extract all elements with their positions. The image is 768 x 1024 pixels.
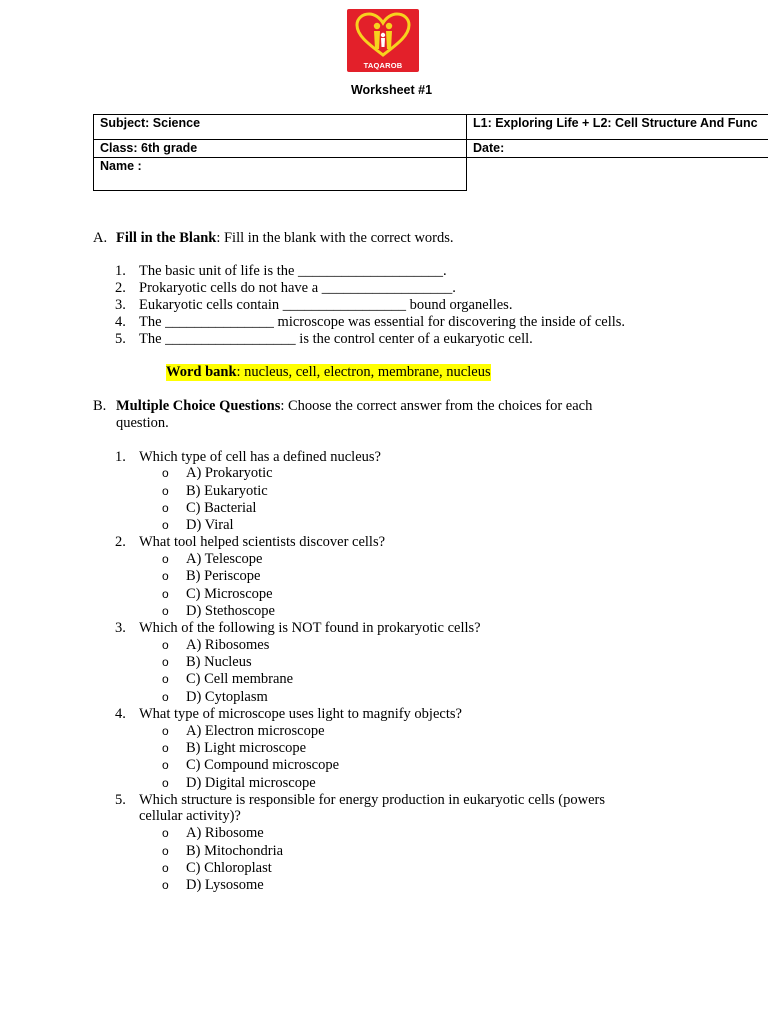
fill-blank-item: 4. The _______________ microscope was essential for discovering the inside of cells.: [115, 314, 626, 330]
section-a-title: Fill in the Blank: [116, 230, 217, 246]
mcq-option[interactable]: o A) Prokaryotic: [162, 465, 273, 481]
mcq-question: 2. What tool helped scientists discover cells?: [115, 534, 386, 550]
section-a-heading: [93, 230, 454, 247]
mcq-question: 3. Which of the following is NOT found in prokaryotic cells?: [115, 620, 481, 636]
heart-family-icon: [347, 9, 419, 61]
fill-blank-item: 5. The __________________ is the control center of a eukaryotic cell.: [115, 331, 533, 347]
section-b-title: Multiple Choice Questions: [116, 398, 281, 414]
word-bank: [166, 364, 491, 381]
name-field[interactable]: Name :: [93, 157, 467, 191]
fill-blank-item: 3. Eukaryotic cells contain _________________ bound organelles.: [115, 297, 513, 313]
mcq-question: 5. Which structure is responsible for energy production in eukaryotic cells (powers: [115, 792, 606, 808]
mcq-question: 4. What type of microscope uses light to magnify objects?: [115, 706, 462, 722]
mcq-option[interactable]: o B) Mitochondria: [162, 843, 284, 859]
mcq-option[interactable]: o C) Compound microscope: [162, 757, 340, 773]
section-b-instruction: : Choose the correct answer from the choices for each: [280, 398, 593, 414]
mcq-option[interactable]: o A) Electron microscope: [162, 723, 325, 739]
word-bank-words: : nucleus, cell, electron, membrane, nucleus: [236, 364, 491, 380]
date-field[interactable]: Date:: [466, 139, 768, 158]
fill-blank-item: 1. The basic unit of life is the ____________________.: [115, 263, 447, 279]
mcq-question-cont: cellular activity)?: [139, 808, 241, 824]
mcq-option[interactable]: o A) Ribosome: [162, 825, 264, 841]
section-a-instruction: : Fill in the blank with the correct words.: [216, 230, 454, 246]
mcq-option[interactable]: o C) Cell membrane: [162, 671, 294, 687]
mcq-option[interactable]: o C) Bacterial: [162, 500, 257, 516]
section-b-instruction-cont: question.: [116, 415, 169, 431]
mcq-option[interactable]: o D) Stethoscope: [162, 603, 275, 619]
mcq-option[interactable]: o D) Digital microscope: [162, 775, 316, 791]
mcq-option[interactable]: o D) Lysosome: [162, 877, 264, 893]
section-b-label: B.: [93, 398, 107, 414]
mcq-option[interactable]: o B) Light microscope: [162, 740, 307, 756]
subject-cell: Subject: Science: [93, 114, 467, 140]
mcq-option[interactable]: o B) Eukaryotic: [162, 483, 268, 499]
mcq-option[interactable]: o A) Telescope: [162, 551, 263, 567]
mcq-option[interactable]: o B) Periscope: [162, 568, 261, 584]
section-b-heading: [93, 398, 592, 415]
mcq-option[interactable]: o A) Ribosomes: [162, 637, 270, 653]
mcq-option[interactable]: o D) Viral: [162, 517, 234, 533]
logo-wordmark: TAQAROB: [363, 61, 403, 70]
mcq-option[interactable]: o D) Cytoplasm: [162, 689, 268, 705]
mcq-option[interactable]: o B) Nucleus: [162, 654, 252, 670]
section-a-label: A.: [93, 230, 108, 246]
lesson-cell: L1: Exploring Life + L2: Cell Structure And Func: [466, 114, 768, 140]
word-bank-label: Word bank: [166, 364, 237, 380]
mcq-option[interactable]: o C) Chloroplast: [162, 860, 272, 876]
mcq-option[interactable]: o C) Microscope: [162, 586, 273, 602]
mcq-question: 1. Which type of cell has a defined nucleus?: [115, 449, 381, 465]
fill-blank-item: 2. Prokaryotic cells do not have a __________________.: [115, 280, 456, 296]
taqarob-logo: [347, 9, 419, 72]
worksheet-title: Worksheet #1: [350, 83, 433, 97]
class-cell: Class: 6th grade: [93, 139, 467, 158]
